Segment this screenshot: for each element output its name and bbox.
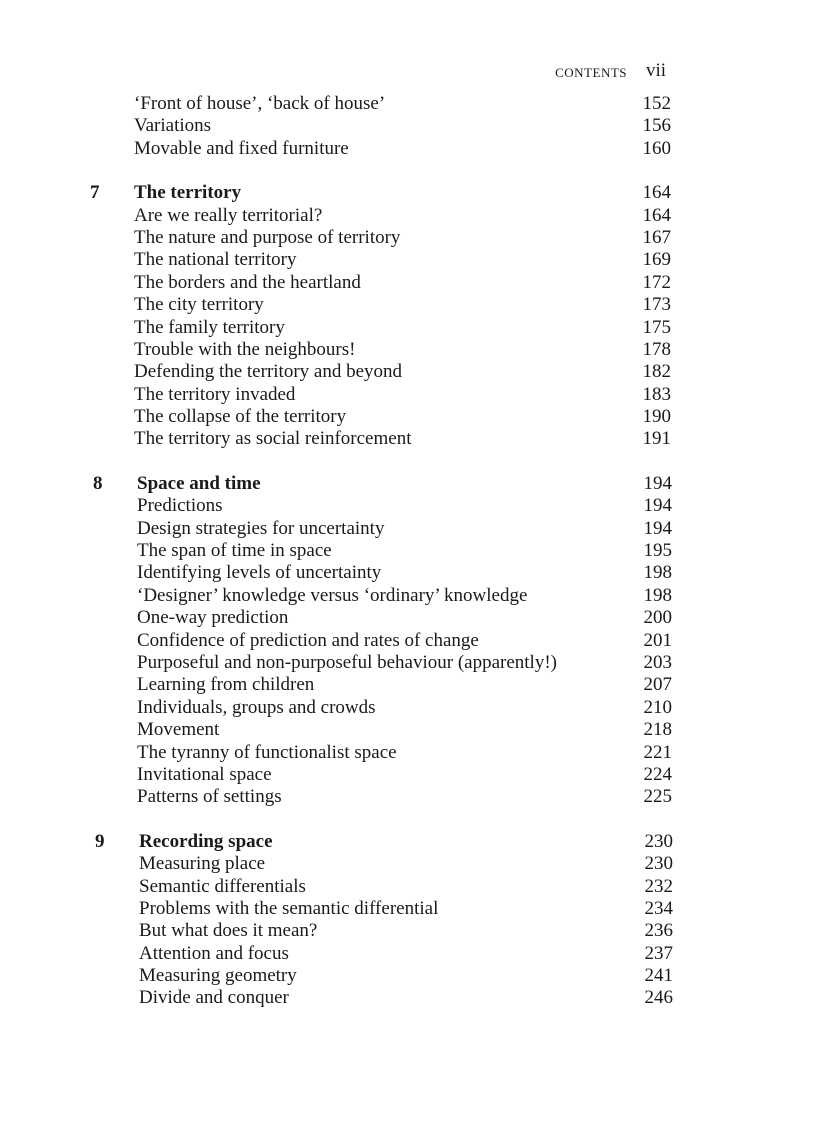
toc-entry-title: The family territory (134, 316, 285, 338)
toc-entry (0, 697, 816, 719)
toc-entry-title: Learning from children (137, 674, 315, 696)
running-head (0, 60, 816, 84)
toc-entry-title: The city territory (134, 294, 264, 316)
toc-entry-page: 230 (644, 853, 673, 875)
toc-entry (0, 742, 816, 764)
toc-entry (0, 585, 816, 607)
toc-entry (0, 339, 816, 361)
toc-entry-title: Patterns of settings (137, 786, 282, 808)
toc-entry-page: 246 (644, 987, 673, 1009)
toc-entry-page: 160 (642, 137, 671, 159)
toc-entry-title: ‘Front of house’, ‘back of house’ (134, 93, 386, 114)
toc-entry (0, 562, 816, 584)
chapter-heading (0, 182, 816, 204)
toc-entry-title: The territory invaded (134, 383, 296, 405)
toc-entry-title: Measuring place (139, 853, 266, 875)
toc-entry (0, 249, 816, 271)
chapter-number: 9 (95, 830, 105, 852)
toc-entry-page: 203 (643, 651, 672, 673)
chapter-title: The territory (134, 182, 242, 204)
toc-entry (0, 987, 816, 1009)
toc-entry-page: 169 (642, 249, 671, 271)
chapter-heading (0, 831, 816, 853)
chapter-7-block (0, 182, 816, 451)
chapter-title: Space and time (137, 472, 261, 494)
toc-entry-title: Trouble with the neighbours! (134, 338, 356, 360)
toc-entry-title: Purposeful and non-purposeful behaviour (apparently!) (137, 651, 557, 673)
chapter-page: 164 (642, 182, 671, 204)
toc-entry-page: 210 (643, 696, 672, 718)
toc-entry-page: 236 (644, 920, 673, 942)
running-head-label: CONTENTS (555, 65, 627, 80)
chapter-8-block (0, 473, 816, 809)
chapter-number: 8 (93, 472, 103, 494)
toc-entry (0, 205, 816, 227)
toc-entry (0, 138, 816, 160)
toc-entry (0, 428, 816, 450)
toc-entry (0, 93, 816, 115)
toc-entry-title: Identifying levels of uncertainty (137, 562, 382, 584)
toc-entry (0, 518, 816, 540)
toc-entry (0, 272, 816, 294)
toc-entry (0, 294, 816, 316)
toc-entry-title: Are we really territorial? (134, 204, 323, 226)
toc-entry (0, 719, 816, 741)
toc-entry-title: Defending the territory and beyond (134, 361, 403, 383)
toc-entry (0, 406, 816, 428)
toc-entry-title: Movable and fixed furniture (134, 137, 349, 159)
toc-entry-title: The span of time in space (137, 540, 332, 562)
toc-entry (0, 876, 816, 898)
toc-entry-page: 201 (643, 629, 672, 651)
toc-entry-title: Variations (134, 115, 212, 137)
toc-entry-page: 167 (642, 226, 671, 248)
toc-entry (0, 764, 816, 786)
toc-entry (0, 227, 816, 249)
toc-entry-title: Attention and focus (139, 942, 289, 964)
toc-entry-page: 207 (643, 674, 672, 696)
toc-entry-page: 182 (642, 361, 671, 383)
toc-entry-page: 198 (643, 562, 672, 584)
toc-entry-page: 241 (644, 965, 673, 987)
toc-entry-title: Movement (137, 719, 220, 741)
toc-entry-page: 234 (644, 897, 673, 919)
toc-entry (0, 317, 816, 339)
toc-entry-page: 195 (643, 540, 672, 562)
toc-entry-title: One-way prediction (137, 607, 289, 629)
toc-entry-title: But what does it mean? (139, 920, 318, 942)
toc-entry-page: 198 (643, 584, 672, 606)
chapter-title: Recording space (139, 830, 273, 852)
chapter-page: 194 (643, 472, 672, 494)
toc-entry-page: 156 (642, 115, 671, 137)
toc-entry-title: The nature and purpose of territory (134, 226, 401, 248)
chapter-page: 230 (644, 830, 673, 852)
toc-entry-title: Invitational space (137, 763, 272, 785)
toc-entry (0, 920, 816, 942)
toc-entry (0, 943, 816, 965)
toc-entry-title: Design strategies for uncertainty (137, 517, 385, 539)
chapter-number: 7 (90, 182, 100, 204)
toc-entry-page: 232 (644, 875, 673, 897)
toc-entry-title: ‘Designer’ knowledge versus ‘ordinary’ knowledge (137, 584, 528, 606)
toc-entry-title: The territory as social reinforcement (134, 428, 412, 450)
toc-entry-page: 221 (643, 741, 672, 763)
toc-entry-page: 152 (642, 93, 671, 114)
toc-entry-title: Problems with the semantic differential (139, 897, 439, 919)
toc-entry (0, 853, 816, 875)
toc-entry (0, 540, 816, 562)
toc-entry-title: The tyranny of functionalist space (137, 741, 397, 763)
toc-entry-page: 183 (642, 383, 671, 405)
toc-entry (0, 898, 816, 920)
toc-entry-title: Predictions (137, 495, 223, 517)
toc-entry-page: 218 (643, 719, 672, 741)
toc-entry-page: 237 (644, 942, 673, 964)
chapter-9-block (0, 831, 816, 1010)
toc-entry-page: 200 (643, 607, 672, 629)
table-of-contents (0, 93, 816, 1010)
toc-entry-page: 173 (642, 294, 671, 316)
toc-entry (0, 652, 816, 674)
toc-entry-page: 175 (642, 316, 671, 338)
toc-entry-title: Divide and conquer (139, 987, 289, 1009)
toc-entry (0, 630, 816, 652)
toc-entry-title: Individuals, groups and crowds (137, 696, 376, 718)
toc-entry-page: 191 (642, 428, 671, 450)
toc-entry-page: 190 (642, 406, 671, 428)
toc-entry (0, 674, 816, 696)
toc-entry (0, 607, 816, 629)
toc-entry-title: Semantic differentials (139, 875, 306, 897)
toc-entry-title: Measuring geometry (139, 965, 297, 987)
toc-entry-page: 194 (643, 517, 672, 539)
toc-entry (0, 965, 816, 987)
toc-entry (0, 384, 816, 406)
toc-entry-title: The borders and the heartland (134, 271, 361, 293)
toc-entry-title: The national territory (134, 249, 297, 271)
toc-entry (0, 495, 816, 517)
toc-entry-title: Confidence of prediction and rates of change (137, 629, 479, 651)
toc-entry-page: 172 (642, 271, 671, 293)
toc-entry-page: 225 (643, 786, 672, 808)
toc-entry-page: 194 (643, 495, 672, 517)
running-head-page-number: vii (645, 60, 666, 81)
toc-entry-page: 164 (642, 204, 671, 226)
toc-entry (0, 786, 816, 808)
continued-sections (0, 93, 816, 160)
toc-entry-title: The collapse of the territory (134, 406, 347, 428)
toc-entry-page: 178 (642, 338, 671, 360)
toc-entry (0, 115, 816, 137)
toc-entry (0, 361, 816, 383)
chapter-heading (0, 473, 816, 495)
toc-entry-page: 224 (643, 763, 672, 785)
